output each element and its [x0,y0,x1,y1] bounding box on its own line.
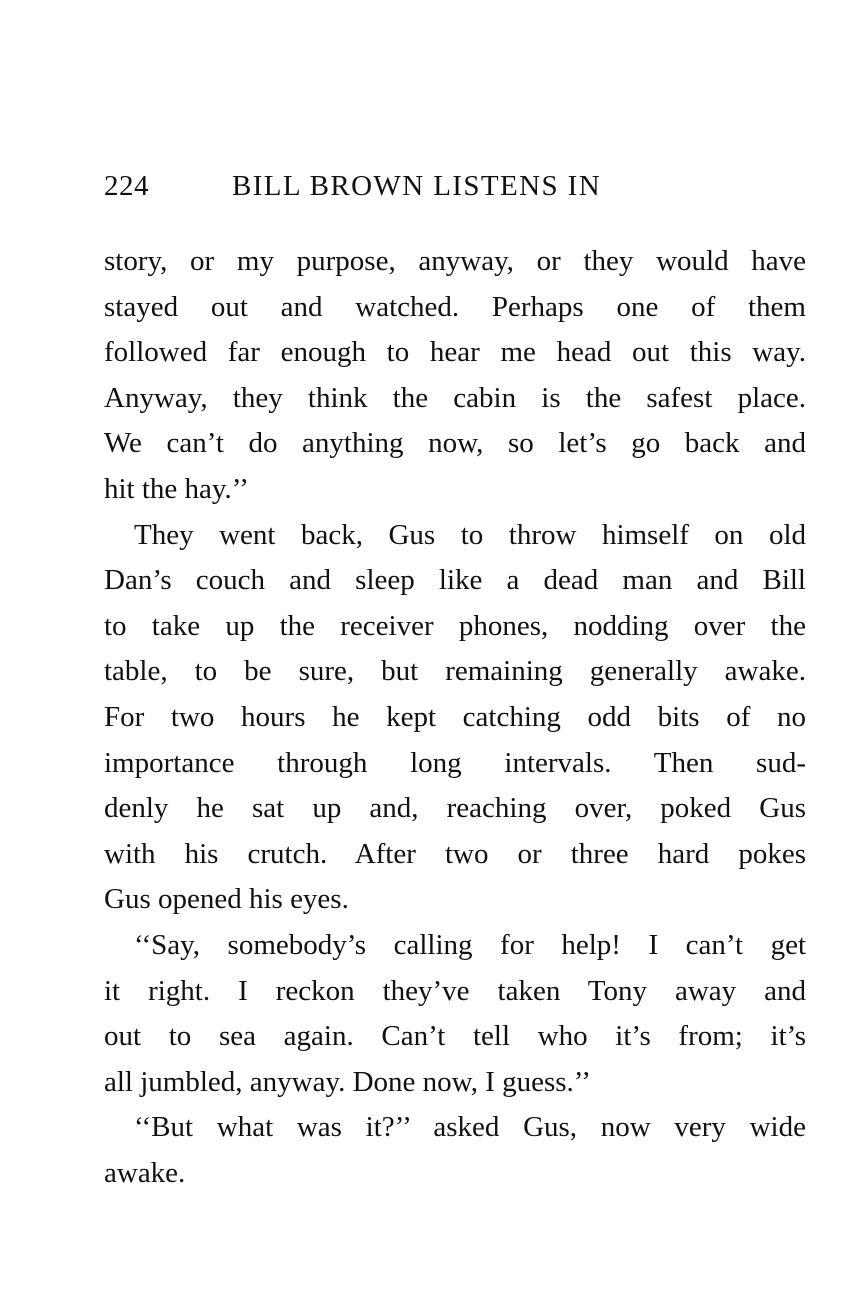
text-line: ‘‘Say, somebody’s calling for help! I can’t get [134,928,806,961]
page-number: 224 [104,170,149,202]
text-line: Anyway, they think the cabin is the safest place. [104,381,806,414]
text-line: Dan’s couch and sleep like a dead man and Bill [104,564,806,597]
text-line: table, to be sure, but remaining generally awake. [104,655,806,688]
text-line: followed far enough to hear me head out this way. [104,336,806,369]
text-line: ‘‘But what was it?’’ asked Gus, now very wide [134,1111,806,1144]
text-line: importance through long intervals. Then sud- [104,746,806,779]
text-line: hit the hay.’’ [104,472,249,505]
text-line: to take up the receiver phones, nodding over the [104,609,806,642]
page-header [104,166,804,206]
text-line: denly he sat up and, reaching over, poked Gus [104,792,806,825]
text-line: it right. I reckon they’ve taken Tony away and [104,974,806,1007]
text-line: stayed out and watched. Perhaps one of them [104,290,806,323]
text-line: all jumbled, anyway. Done now, I guess.’’ [104,1065,591,1098]
running-title: BILL BROWN LISTENS IN [232,170,602,202]
text-line: awake. [104,1156,186,1189]
text-line: Gus opened his eyes. [104,883,349,916]
text-line: We can’t do anything now, so let’s go back and [104,427,806,460]
text-line: with his crutch. After two or three hard pokes [104,837,806,870]
text-line: For two hours he kept catching odd bits of no [104,700,806,733]
text-line: They went back, Gus to throw himself on old [134,518,806,551]
text-line: story, or my purpose, anyway, or they would have [104,245,806,277]
text-line: out to sea again. Can’t tell who it’s from; it’s [104,1020,806,1053]
body-text [104,239,806,1196]
